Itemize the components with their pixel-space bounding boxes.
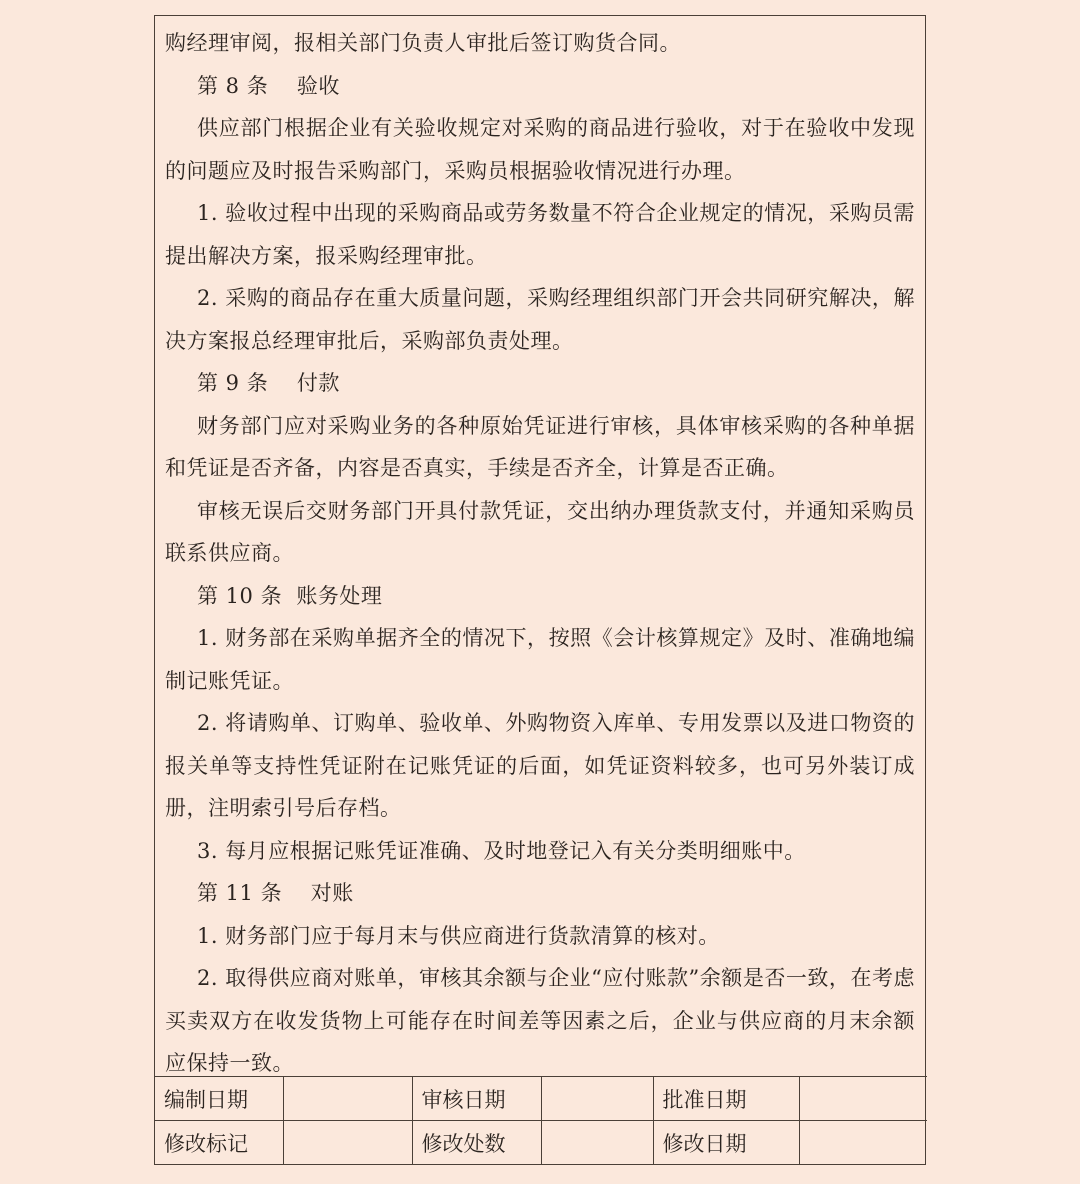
paragraph: 1. 验收过程中出现的采购商品或劳务数量不符合企业规定的情况，采购员需提出解决方案，报采购经理审批。	[165, 201, 915, 268]
paragraph: 2. 将请购单、订购单、验收单、外购物资入库单、专用发票以及进口物资的报关单等支持性凭证附在记账凭证的后面，如凭证资料较多，也可另外装订成册，注明索引号后存档。	[165, 711, 915, 820]
article-heading: 第 9 条 付款	[197, 371, 340, 395]
paragraph: 3. 每月应根据记账凭证准确、及时地登记入有关分类明细账中。	[197, 838, 806, 863]
document-body	[155, 16, 925, 1079]
paragraph: 2. 取得供应商对账单，审核其余额与企业“应付账款”余额是否一致，在考虑买卖双方在收发货物上可能存在时间差等因素之后，企业与供应商的月末余额应保持一致。	[165, 966, 915, 1075]
table-row	[155, 1077, 927, 1121]
revision-mark-label: 修改标记	[155, 1121, 283, 1165]
paragraph: 1. 财务部在采购单据齐全的情况下，按照《会计核算规定》及时、准确地编制记账凭证。	[165, 626, 915, 693]
table-row	[155, 1121, 927, 1165]
paragraph: 购经理审阅，报相关部门负责人审批后签订购货合同。	[165, 31, 681, 55]
article-heading: 第 10 条 账务处理	[197, 583, 383, 608]
article-heading: 第 11 条 对账	[197, 881, 354, 905]
approve-date-label: 批准日期	[653, 1077, 799, 1121]
approve-date-value	[799, 1077, 927, 1121]
paragraph: 1. 财务部门应于每月末与供应商进行货款清算的核对。	[197, 923, 720, 948]
review-date-label: 审核日期	[412, 1077, 541, 1121]
paragraph: 供应部门根据企业有关验收规定对采购的商品进行验收，对于在验收中发现的问题应及时报告采购部门，采购员根据验收情况进行办理。	[165, 116, 915, 183]
revision-mark-value	[283, 1121, 412, 1165]
compile-date-value	[283, 1077, 412, 1121]
document-page	[154, 15, 926, 1165]
paragraph: 2. 采购的商品存在重大质量问题，采购经理组织部门开会共同研究解决，解决方案报总经理审批后，采购部负责处理。	[165, 286, 915, 353]
revision-count-label: 修改处数	[412, 1121, 541, 1165]
revision-date-label: 修改日期	[653, 1121, 799, 1165]
article-heading: 第 8 条 验收	[197, 73, 340, 98]
review-date-value	[541, 1077, 653, 1121]
approval-table	[155, 1076, 927, 1164]
revision-count-value	[541, 1121, 653, 1165]
paragraph: 财务部门应对采购业务的各种原始凭证进行审核，具体审核采购的各种单据和凭证是否齐备，内容是否真实，手续是否齐全，计算是否正确。	[165, 413, 915, 480]
compile-date-label: 编制日期	[155, 1077, 283, 1121]
revision-date-value	[799, 1121, 927, 1165]
paragraph: 审核无误后交财务部门开具付款凭证，交出纳办理货款支付，并通知采购员联系供应商。	[165, 498, 915, 565]
